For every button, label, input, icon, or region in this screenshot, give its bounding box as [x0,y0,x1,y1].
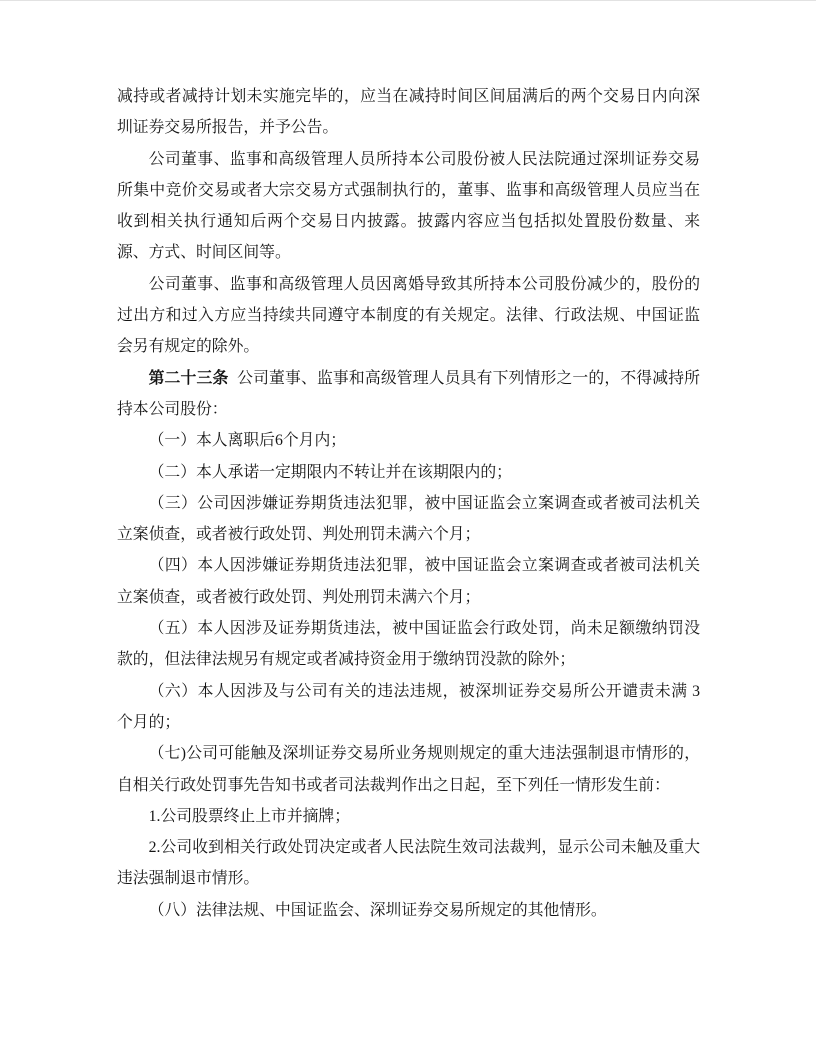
item-six: （六）本人因涉及与公司有关的违法违规，被深圳证券交易所公开谴责未满 3 个月的； [117,682,700,731]
item-two: （二）本人承诺一定期限内不转让并在该期限内的； [148,463,512,481]
paragraph-divorce-transfer: 公司董事、监事和高级管理人员因离婚导致其所持本公司股份减少的，股份的过出方和过入方应当持续共同遵守本制度的有关规定。法律、行政法规、中国证监会另有规定的除外。 [117,275,700,356]
item-five: （五）本人因涉及证券期货违法，被中国证监会行政处罚，尚未足额缴纳罚没款的，但法律法规另有规定或者减持资金用于缴纳罚没款的除外； [117,620,700,669]
paragraph-article-23 [117,363,700,426]
item-three: （三）公司因涉嫌证券期货违法犯罪，被中国证监会立案调查或者被司法机关立案侦查，或者被行政处罚、判处刑罚未满六个月； [117,494,700,544]
item-four: （四）本人因涉嫌证券期货违法犯罪，被中国证监会立案调查或者被司法机关立案侦查，或者被行政处罚、判处刑罚未满六个月； [117,557,700,606]
article-23-heading: 第二十三条 [148,369,229,387]
subitem-2-ruling: 2.公司收到相关行政处罚决定或者人民法院生效司法裁判，显示公司未触及重大违法强制退市情形。 [117,839,700,888]
item-one: （一）本人离职后6个月内； [148,432,347,450]
paragraph-carryover-disclosure: 减持或者减持计划未实施完毕的，应当在减持时间区间届满后的两个交易日内向深圳证券交易所报告，并予公告。 [117,88,700,137]
item-eight: （八）法律法规、中国证监会、深圳证券交易所规定的其他情形。 [148,901,607,919]
subitem-1-delisting: 1.公司股票终止上市并摘牌； [148,807,351,825]
article-23-body: 公司董事、监事和高级管理人员具有下列情形之一的，不得减持所持本公司股份： [117,369,700,418]
document-text-block [117,81,700,926]
item-seven: （七)公司可能触及深圳证券交易所业务规则规定的重大违法强制退市情形的，自相关行政处罚事先告知书或者司法裁判作出之日起，至下列任一情形发生前： [117,745,700,794]
paragraph-judicial-enforcement: 公司董事、监事和高级管理人员所持本公司股份被人民法院通过深圳证券交易所集中竞价交易或者大宗交易方式强制执行的，董事、监事和高级管理人员应当在收到相关执行通知后两个交易日内披露。披露内容应当包括拟处置股份数量、来源、方式、时间区间等。 [117,150,700,262]
